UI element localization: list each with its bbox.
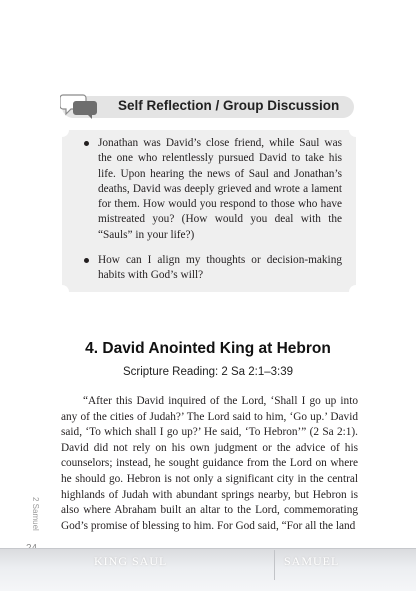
reflection-box <box>62 130 356 292</box>
box-corner <box>349 285 363 299</box>
footer-left-label: KING SAUL <box>94 554 168 568</box>
side-chapter-text: 2 Samuel <box>31 497 40 531</box>
reflection-item <box>84 253 342 284</box>
footer-right-label: SAMUEL <box>284 554 340 568</box>
section-title: 4. David Anointed King at Hebron <box>85 340 331 357</box>
reflection-title: Self Reflection / Group Discussion <box>118 98 340 113</box>
reflection-item <box>84 136 342 243</box>
bullet-icon <box>84 141 89 146</box>
footer-divider <box>274 550 275 580</box>
reflection-item-text: How can I align my thoughts or decision-making habits with God’s will? <box>98 254 342 282</box>
bullet-icon <box>84 258 89 263</box>
box-corner <box>55 123 69 137</box>
body-paragraph: “After this David inquired of the Lord, ‘Shall I go up into any of the cities of Judah?’ The Lord said to him, ‘Go up.’ David said, ‘To which shall I go up?’ He said, ‘To Hebron’” (2 Sa 2:1). David did not rely on his own judgment or the advice of his counselors; instead, he sought guidance from the Lord on where he should go. Hebron is not only a significant city in the central highlands of Judah with abundant springs nearby, but Hebron is also where Abraham built an altar to the Lord, commemorating God’s promise of blessing to him. For God said, “For all the land <box>61 395 358 532</box>
reflection-list <box>84 136 342 294</box>
footer-band <box>0 548 416 591</box>
reflection-item-text: Jonathan was David’s close friend, while Saul was the one who relentlessly pursued David to take his life. Upon hearing the news of Saul and Jonathan’s deaths, David was deeply grieved and wrote a lament for them. How would you respond to those who have mistreated you? (How would you deal with the “Sauls” in your life?) <box>98 137 342 241</box>
speech-bubble-icon <box>60 92 100 120</box>
box-corner <box>349 123 363 137</box>
box-corner <box>55 285 69 299</box>
scripture-reading: Scripture Reading: 2 Sa 2:1–3:39 <box>122 366 294 378</box>
footer-rule <box>0 548 416 549</box>
